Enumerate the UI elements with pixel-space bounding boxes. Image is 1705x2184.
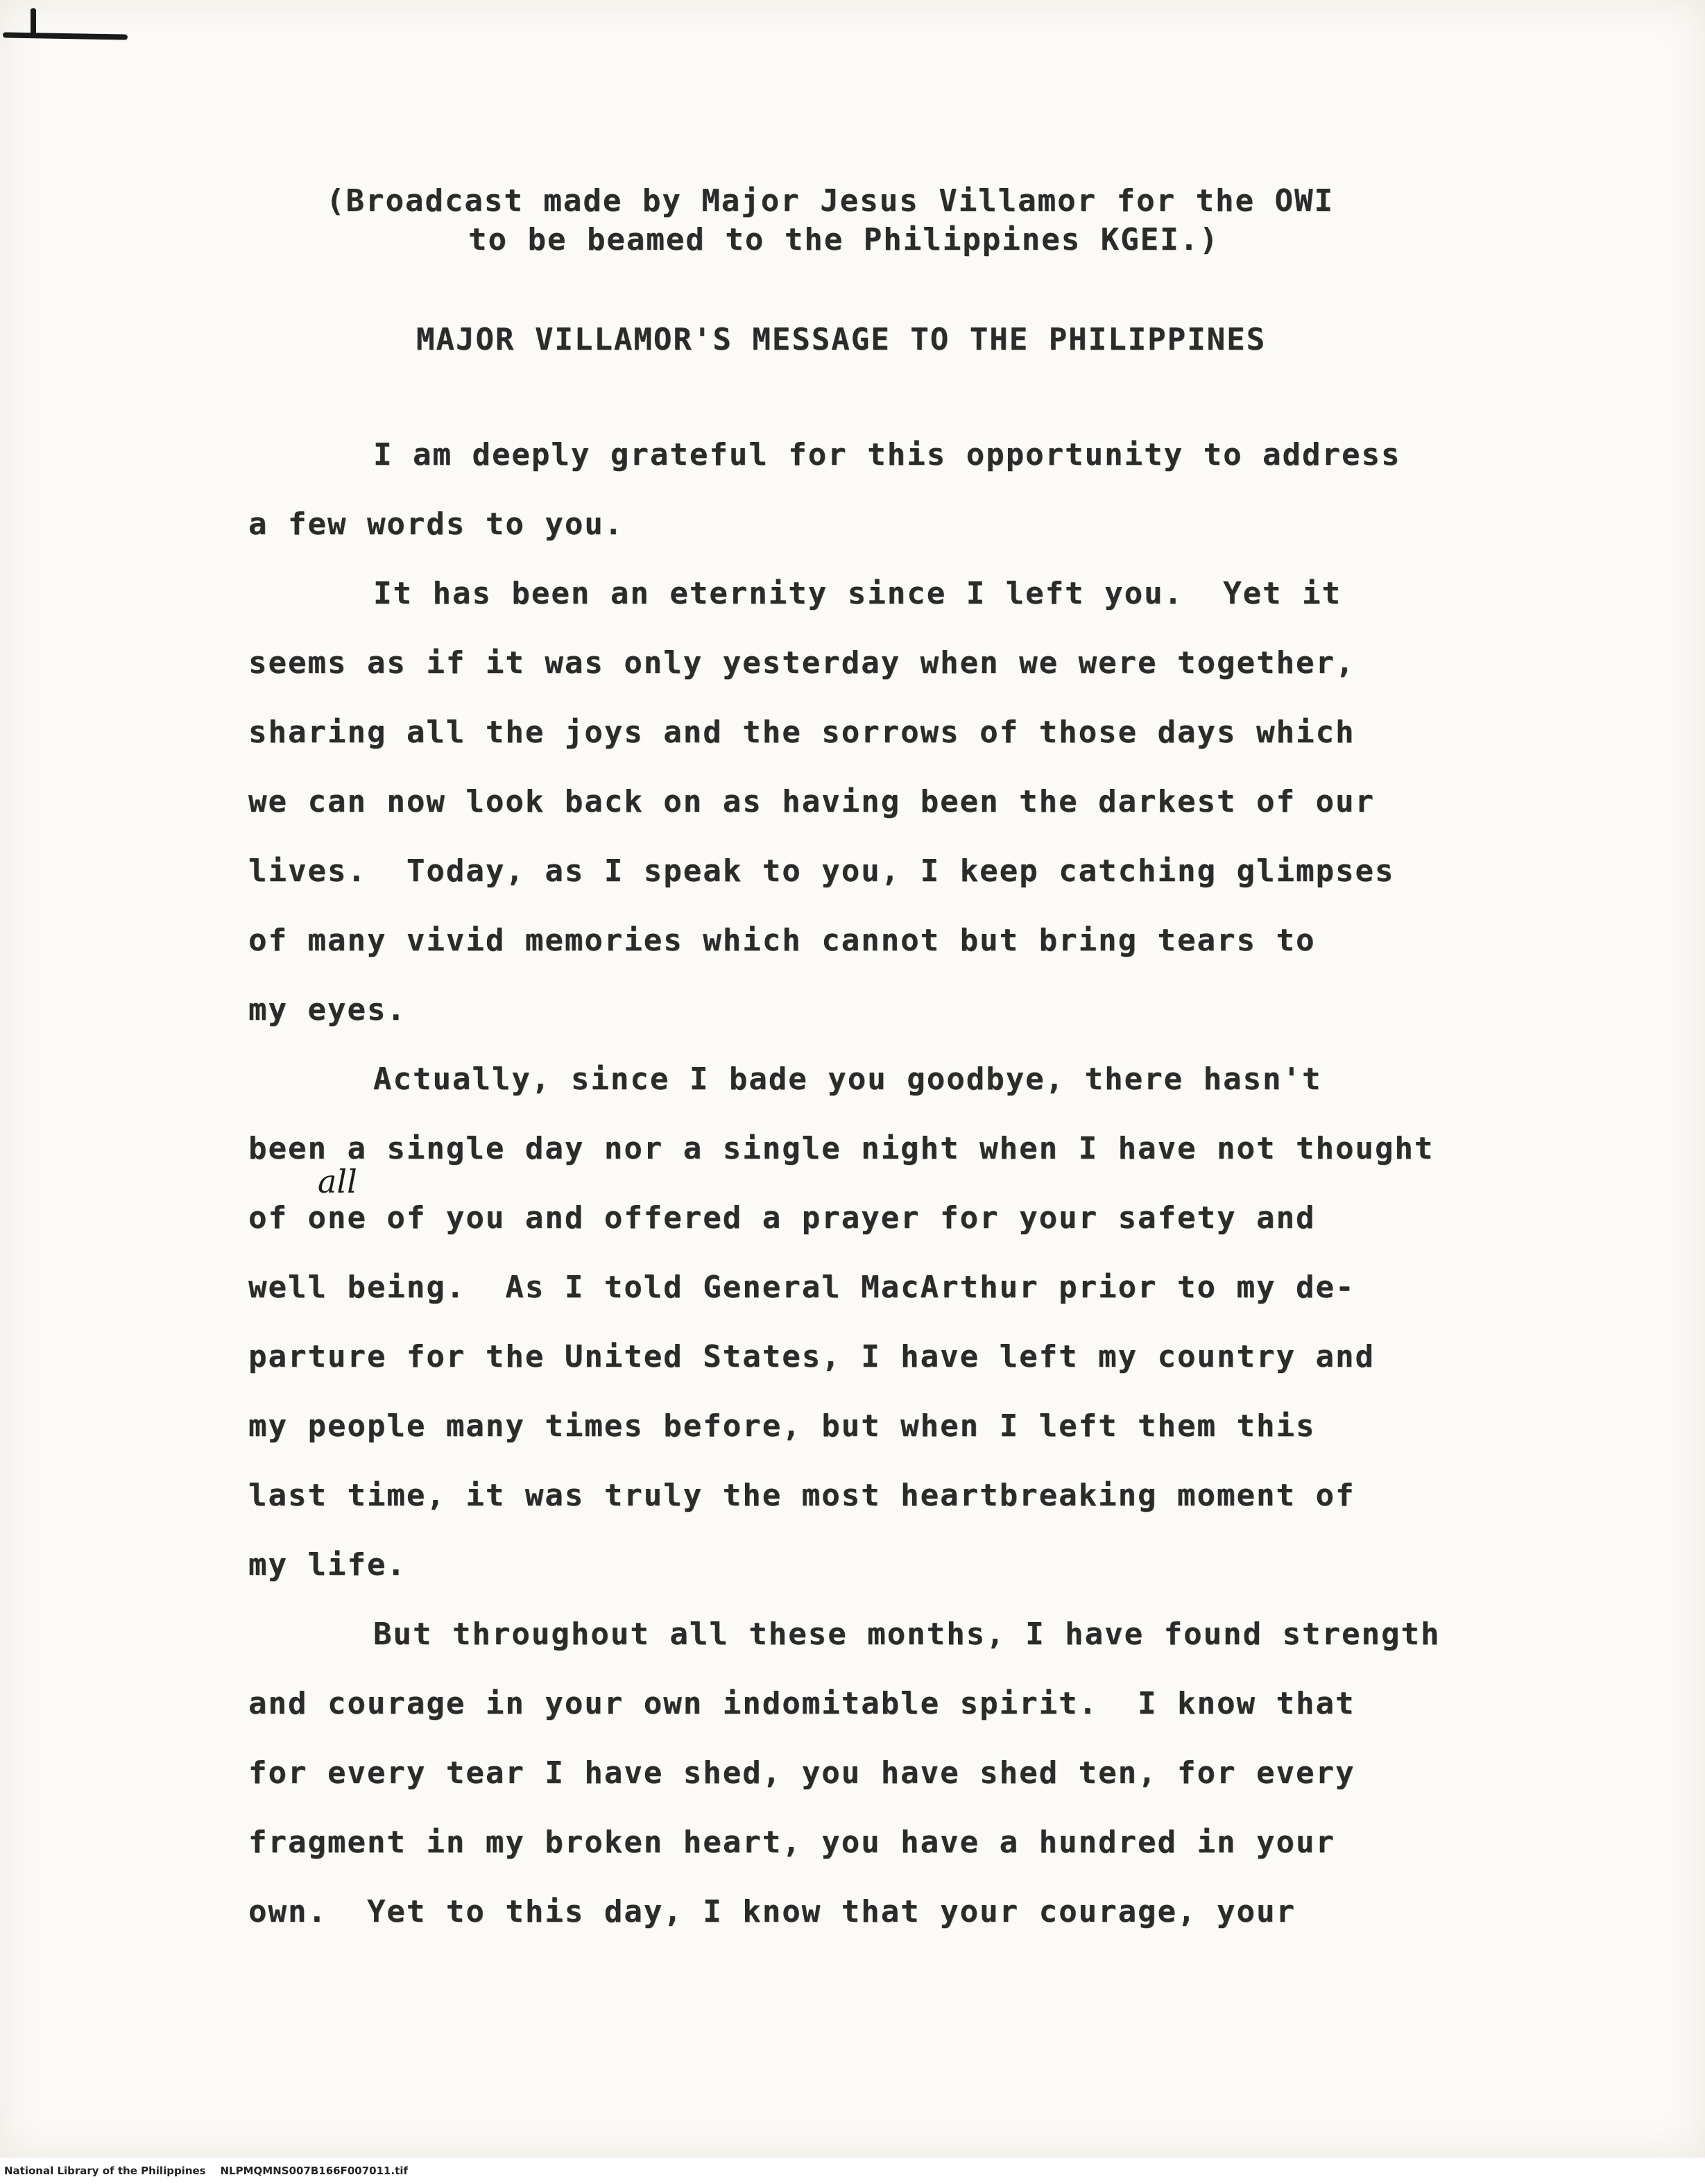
body-line: well being. As I told General MacArthur prior to my de-: [248, 1270, 1355, 1305]
document-title: MAJOR VILLAMOR'S MESSAGE TO THE PHILIPPINES: [416, 322, 1267, 357]
body-line: parture for the United States, I have left my country and: [248, 1339, 1375, 1374]
scan-footer: [0, 2158, 1705, 2184]
body-line: a few words to you.: [248, 506, 624, 542]
body-line: seems as if it was only yesterday when we were together,: [248, 645, 1355, 681]
body-line: my life.: [248, 1547, 406, 1582]
message-body: [248, 420, 1566, 1947]
body-line: my eyes.: [248, 992, 406, 1027]
body-line: Actually, since I bade you goodbye, there hasn't: [373, 1061, 1322, 1097]
body-line: we can now look back on as having been the darkest of our: [248, 784, 1375, 819]
header-note-line-2: to be beamed to the Philippines KGEI.): [468, 222, 1219, 257]
body-line: been a single day nor a single night when I have not thought: [248, 1131, 1434, 1166]
body-line: lives. Today, as I speak to you, I keep catching glimpses: [248, 853, 1395, 889]
body-line: But throughout all these months, I have found strength: [373, 1616, 1441, 1652]
footer-file-id: NLPMQMNS007B166F007011.tif: [220, 2165, 409, 2177]
footer-caption: [4, 2165, 408, 2177]
body-line: and courage in your own indomitable spirit. I know that: [248, 1686, 1355, 1721]
body-line: last time, it was truly the most heartbreaking moment of: [248, 1478, 1355, 1513]
body-line: sharing all the joys and the sorrows of those days which: [248, 715, 1355, 750]
body-line: own. Yet to this day, I know that your courage, your: [248, 1894, 1296, 1929]
body-line: of many vivid memories which cannot but bring tears to: [248, 923, 1316, 958]
body-line: of one of you and offered a prayer for your safety and: [248, 1200, 1316, 1236]
corner-ink-mark: [3, 28, 135, 43]
handwritten-correction: all: [318, 1163, 357, 1200]
body-line: fragment in my broken heart, you have a hundred in your: [248, 1825, 1335, 1860]
body-line: for every tear I have shed, you have shed ten, for every: [248, 1755, 1355, 1791]
header-note-line-1: (Broadcast made by Major Jesus Villamor for the OWI: [326, 183, 1335, 219]
body-line: It has been an eternity since I left you. Yet it: [373, 576, 1342, 611]
body-line: my people many times before, but when I left them this: [248, 1408, 1316, 1444]
broadcast-header-note: [326, 182, 1464, 259]
body-line: I am deeply grateful for this opportunity to address: [373, 437, 1401, 472]
footer-library-name: National Library of the Philippines: [4, 2165, 206, 2177]
